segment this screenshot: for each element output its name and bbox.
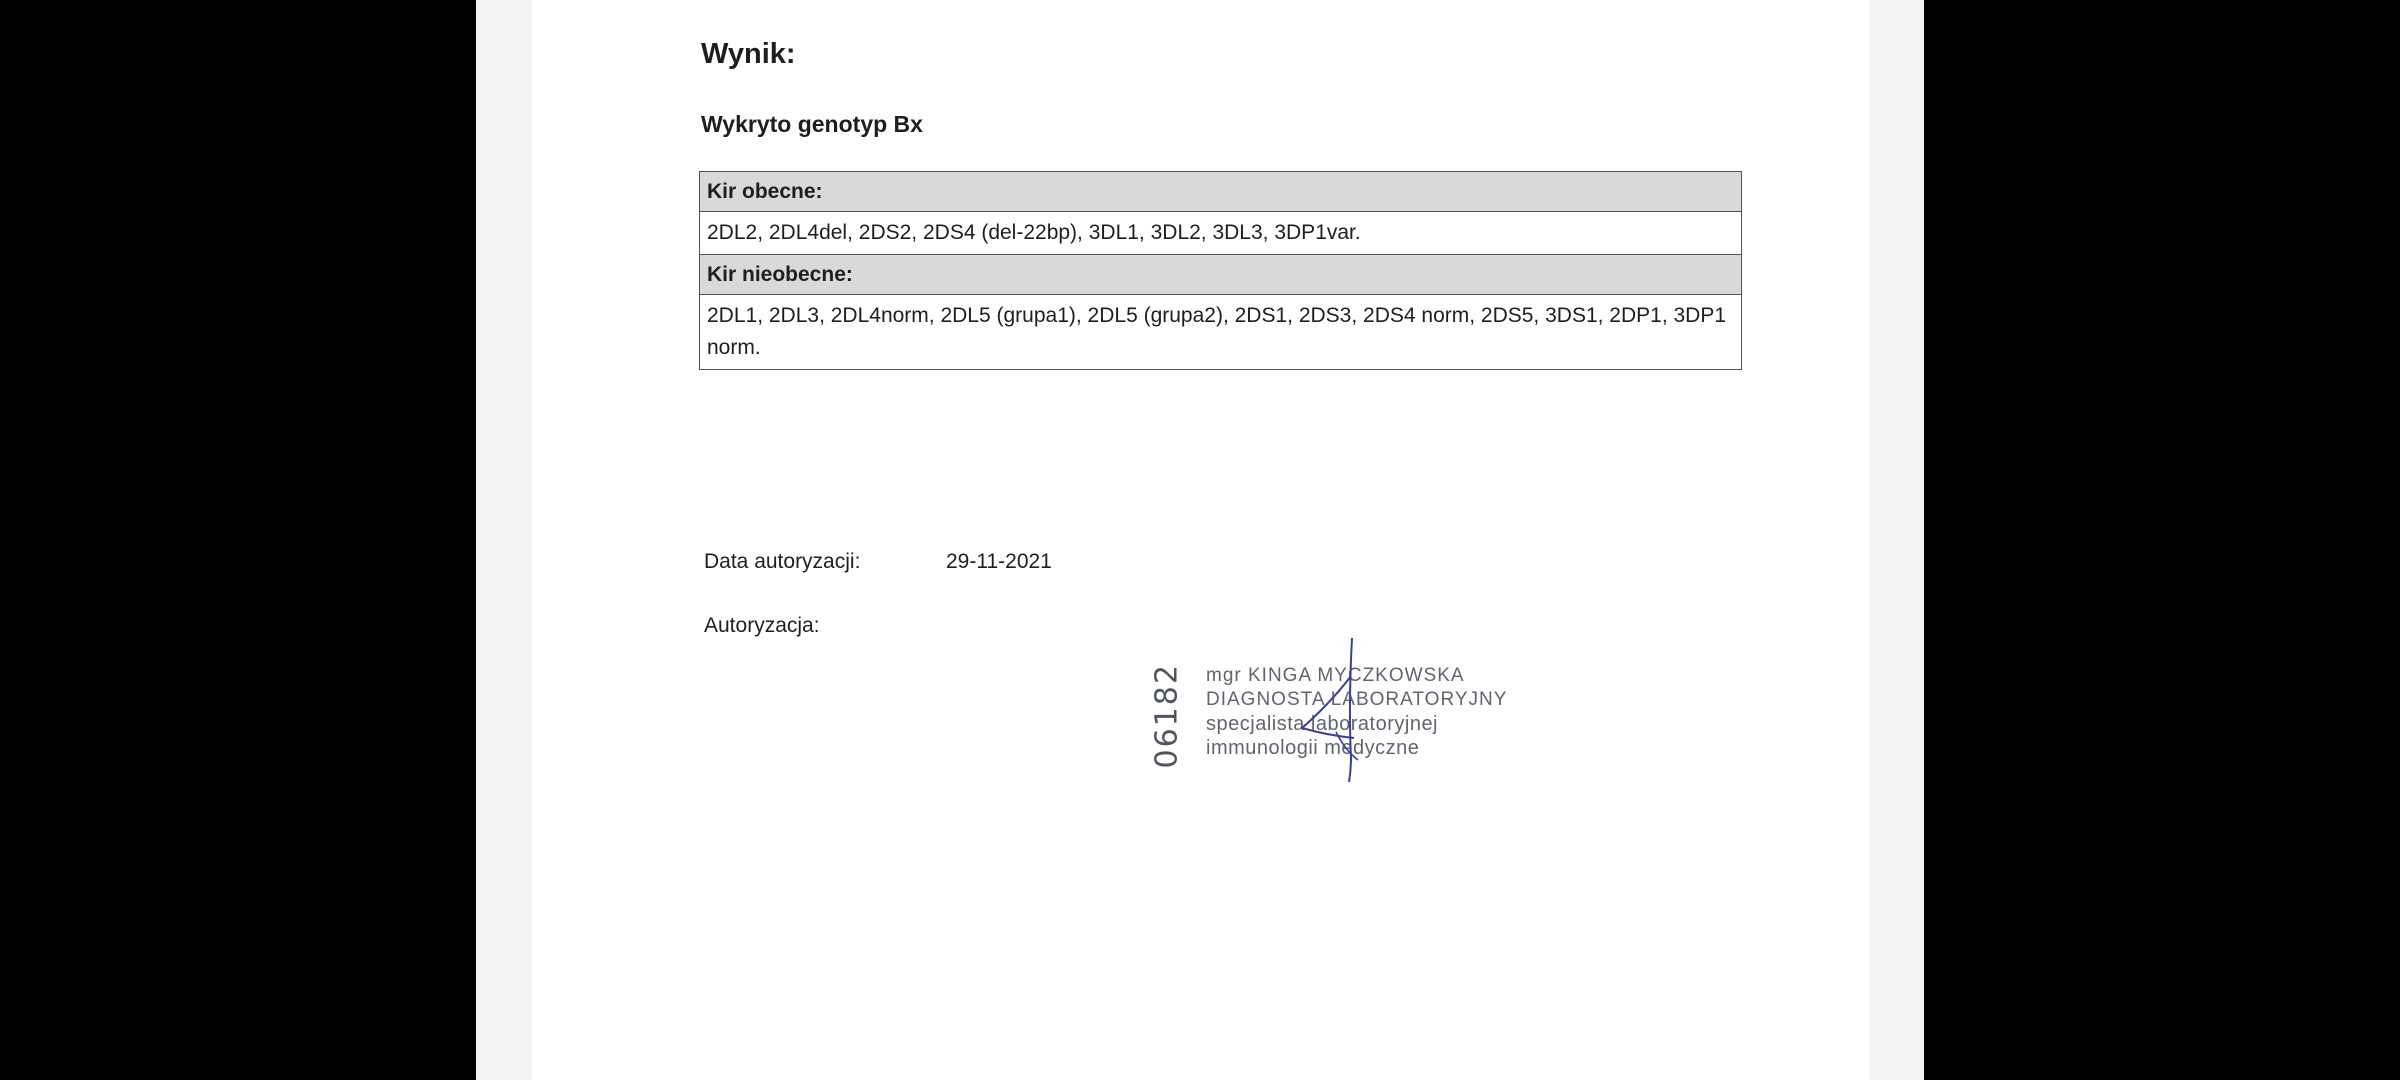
signature-mark [1250,636,1390,786]
stamp-specialty-line2: immunologii medyczne [1206,737,1420,759]
present-header-row [700,172,1742,212]
authorization-date: 29-11-2021 [946,550,1052,573]
present-values: 2DL2, 2DL4del, 2DS2, 2DS4 (del-22bp), 3DL1, 3DL2, 3DL3, 3DP1var. [700,212,1742,255]
document-page [532,0,1869,1080]
authorization-label: Autoryzacja: [704,614,820,637]
present-header: Kir obecne: [700,172,1742,212]
absent-header-row [700,255,1742,295]
stamp-specialty-line1: specjalista laboratoryjnej [1206,713,1439,735]
kir-table [699,171,1742,370]
absent-values-row [700,295,1742,370]
genotype-result: Wykryto genotyp Bx [701,111,923,137]
result-heading: Wynik: [701,38,796,70]
absent-header: Kir nieobecne: [700,255,1742,295]
authorization-date-label: Data autoryzacji: [704,550,861,573]
document-viewer[interactable] [476,0,1924,1080]
stamp-number: 06182 [1149,663,1185,769]
authorization-stamp [1142,640,1508,780]
present-values-row [700,212,1742,255]
stamp-name: mgr KINGA MYCZKOWSKA [1206,665,1465,686]
stamp-title: DIAGNOSTA LABORATORYJNY [1206,689,1508,710]
absent-values: 2DL1, 2DL3, 2DL4norm, 2DL5 (grupa1), 2DL5 (grupa2), 2DS1, 2DS3, 2DS4 norm, 2DS5, 3DS1, 2DP1, 3DP1 norm. [700,295,1742,370]
